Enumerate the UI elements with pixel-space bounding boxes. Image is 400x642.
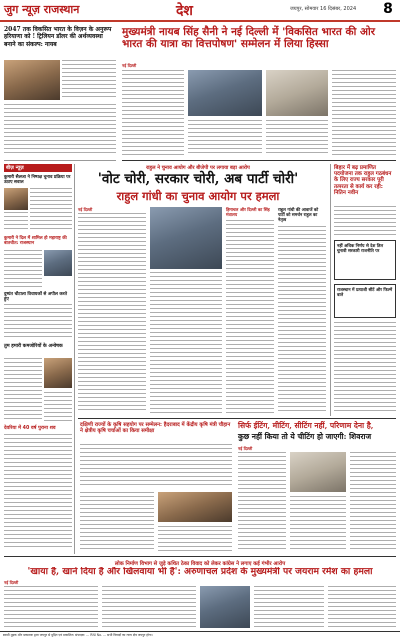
divider bbox=[122, 160, 396, 161]
right-callout-1: नहीं अधिक निर्णय से देश तिल चुनावी सरकारी राजनीति पर bbox=[334, 240, 396, 280]
shivraj-body-col2 bbox=[290, 496, 346, 552]
column-rule bbox=[330, 164, 331, 416]
main-headline-1: 'वोट चोरी, सरकार चोरी, अब पार्टी चोरी' bbox=[97, 171, 299, 187]
bottom-photo bbox=[200, 586, 250, 628]
main-body-col1 bbox=[78, 213, 146, 413]
mid-photo bbox=[158, 492, 232, 522]
right-col-headline: बिहार में बढ़ प्रमाणित पदयोजना तक राहुल गठबंधन के लिए राज्य सरकार पूरी तत्परता से कार्य कर रही: नितिन नवीन bbox=[334, 165, 392, 196]
shivraj-body-col1 bbox=[238, 452, 286, 552]
brief-title: बीज़ न्यूज़ bbox=[6, 165, 24, 171]
shivraj-photo bbox=[290, 452, 346, 492]
right-col-body bbox=[334, 206, 396, 236]
rahul-photo bbox=[150, 207, 222, 269]
brief-body-2 bbox=[4, 212, 28, 232]
shivraj-byline: नई दिल्ली bbox=[238, 446, 253, 451]
bottom-body-col4 bbox=[328, 586, 396, 628]
brief-body bbox=[30, 188, 72, 232]
sidebar-item4-body-2 bbox=[44, 392, 72, 422]
sidebar-item4-body bbox=[4, 358, 42, 422]
main-kicker: राहुल ने चुनाव आयोग और बीजेपी पर लगाया बड़ा आरोप bbox=[146, 165, 250, 171]
page-number: 8 bbox=[380, 1, 396, 19]
bottom-body-col2 bbox=[102, 586, 196, 628]
dateline: जयपुर, सोमवार 16 दिसंबर, 2024 bbox=[290, 6, 357, 12]
main-byline: नई दिल्ली bbox=[78, 207, 93, 212]
lead-byline: नई दिल्ली bbox=[122, 63, 137, 68]
mid-body-col2 bbox=[158, 526, 232, 552]
divider bbox=[78, 418, 396, 419]
lead-photo-1 bbox=[188, 70, 262, 116]
divider bbox=[4, 160, 116, 161]
imprint-footer: स्वामी मुद्रक और प्रकाशक द्वारा जयपुर से मुद्रित एवं प्रकाशित। संपादक: ... RNI No. ... सभी विवादों का न्याय क्षेत्र जयपुर होगा। bbox=[0, 631, 400, 642]
shivraj-body-col3 bbox=[350, 452, 396, 552]
lead-photo-2 bbox=[266, 70, 328, 116]
bottom-headline: 'खाया है, खाने दिया है और खिलवाया भी है': अरुणाचल प्रदेश के मुख्यमंत्री पर जयराम रमेश का हमला bbox=[27, 567, 373, 577]
sidebar-item5-headline: देवरिया में 40 वर्ष पुराना शव bbox=[4, 426, 56, 431]
sidebar-item3-headline: दुष्यंत चौटाला विधायकों से अपील करते हुए bbox=[4, 292, 68, 303]
sidebar-item3-body bbox=[4, 304, 72, 340]
sidebar-item4-photo bbox=[44, 358, 72, 388]
lead-headline: मुख्यमंत्री नायब सिंह सैनी ने नई दिल्ली में 'विकसित भारत की ओर भारत की यात्रा का वित्तपोषण' सम्मेलन में लिया हिस्सा bbox=[122, 26, 375, 51]
main-body-col4 bbox=[278, 226, 326, 413]
newspaper-brand: जुग न्यूज़ राजस्थान bbox=[4, 3, 80, 16]
lead-body-col2 bbox=[188, 120, 262, 156]
sidebar-item2-body bbox=[4, 250, 42, 288]
left-top-photo bbox=[4, 60, 60, 100]
mid-strip-headline: दक्षिणी राज्यों के कृषि सहयोग पर सम्मेलन: हैदराबाद में केंद्रीय कृषि मंत्री चौहान ने क्षेत्रीय कृषि चर्चाओं का किया समीक्षा bbox=[80, 422, 231, 435]
main-body-col3 bbox=[226, 220, 274, 413]
left-top-body bbox=[62, 60, 116, 100]
shivraj-headline-2: कुछ नहीं किया तो ये चीटिंग हो जाएगी: शिवराज bbox=[238, 432, 372, 441]
shivraj-headline-1: सिर्फ ईटिंग, मीटिंग, सीटिंग नहीं, परिणाम देना है, bbox=[238, 421, 374, 430]
main-sub2: राहुल गांधी की आवाजें को पार्टी को समर्थन राहुल का नेतृत्व bbox=[278, 207, 319, 222]
mid-body-col1 bbox=[80, 492, 154, 552]
main-body-col2 bbox=[150, 272, 222, 413]
bottom-kicker: लोक निर्माण विभाग से जुड़े कथित ठेका विवाद को लेकर कांग्रेस ने लगाए कई गंभीर आरोप bbox=[114, 561, 286, 567]
mid-strip-body bbox=[80, 444, 232, 488]
brief-photo bbox=[4, 188, 28, 210]
right-callout-2: राजस्थान में प्रत्याशी सीटें और फिल्में वाले bbox=[334, 284, 396, 318]
right-col-body-2 bbox=[334, 322, 396, 413]
divider bbox=[4, 556, 396, 557]
left-top-headline: 2047 तक विकसित भारत के विज़न के अनुरूप हरियाणा को ! ट्रिलियन डॉलर की अर्थव्यवस्था बनाने का संकल्प: नायब bbox=[4, 26, 112, 48]
sidebar-item4-headline: तुम हमारी कमजोरियों के अन्वेषक bbox=[4, 344, 63, 349]
bottom-body-col1 bbox=[4, 586, 98, 628]
sidebar-item5-body bbox=[4, 434, 72, 550]
sidebar-item2-headline: कुमारी ने दिल में शामिल हो महाराष्ट्र की बातचीत: राजस्थान bbox=[4, 236, 67, 247]
left-top-body-2 bbox=[4, 104, 116, 156]
section-title: देश bbox=[176, 3, 193, 19]
bottom-byline: नई दिल्ली bbox=[4, 580, 19, 585]
bottom-body-col3 bbox=[254, 586, 324, 628]
brief-headline: कुमारी सैलजा ने निष्पक्ष चुनाव प्रक्रिया पर उठाए सवाल bbox=[4, 175, 71, 186]
main-headline-2: राहुल गांधी का चुनाव आयोग पर हमला bbox=[116, 189, 280, 203]
lead-body-col3 bbox=[266, 120, 328, 156]
lead-body-col4 bbox=[332, 70, 396, 156]
sidebar-item2-photo bbox=[44, 250, 72, 276]
lead-body-col1 bbox=[122, 70, 184, 156]
main-sub1: हिमाचल और दिल्ली का सिंह मंत्रालय bbox=[226, 207, 270, 217]
column-rule bbox=[74, 164, 75, 554]
